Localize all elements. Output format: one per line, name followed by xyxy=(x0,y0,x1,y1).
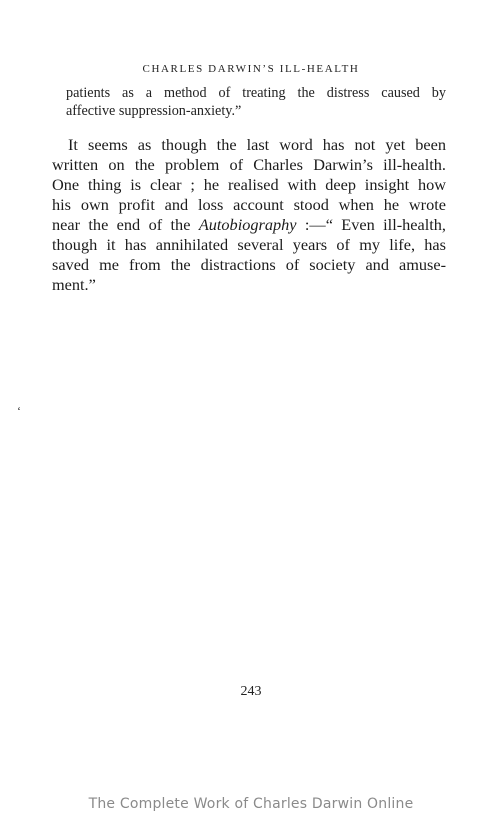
paragraph-line: It seems as though the last word has not yet been xyxy=(68,135,446,154)
paragraph-text: :—“ Even ill-health, xyxy=(296,215,446,234)
body-paragraph xyxy=(52,135,446,295)
paragraph-text: near the end of the xyxy=(52,215,199,234)
block-quote xyxy=(66,84,446,120)
watermark: The Complete Work of Charles Darwin Online xyxy=(88,796,414,812)
quote-line: patients as a method of treating the distress caused by xyxy=(66,85,446,101)
quote-line: affective suppression-anxiety.” xyxy=(66,103,242,119)
page-number: 243 xyxy=(240,684,262,699)
paragraph-line: written on the problem of Charles Darwin’s ill-health. xyxy=(52,155,446,174)
paragraph-line xyxy=(52,215,446,235)
paragraph-line: One thing is clear ; he realised with deep insight how xyxy=(52,175,446,194)
paragraph-line: ment.” xyxy=(52,275,96,294)
stray-mark: ‘ xyxy=(17,404,21,418)
running-head: CHARLES DARWIN’S ILL-HEALTH xyxy=(142,63,360,75)
paragraph-line: saved me from the distractions of society and amuse- xyxy=(52,255,446,274)
paragraph-line: his own profit and loss account stood when he wrote xyxy=(52,195,446,214)
paragraph-line: though it has annihilated several years of my life, has xyxy=(52,235,446,254)
book-title-italic: Autobiography xyxy=(198,215,297,234)
